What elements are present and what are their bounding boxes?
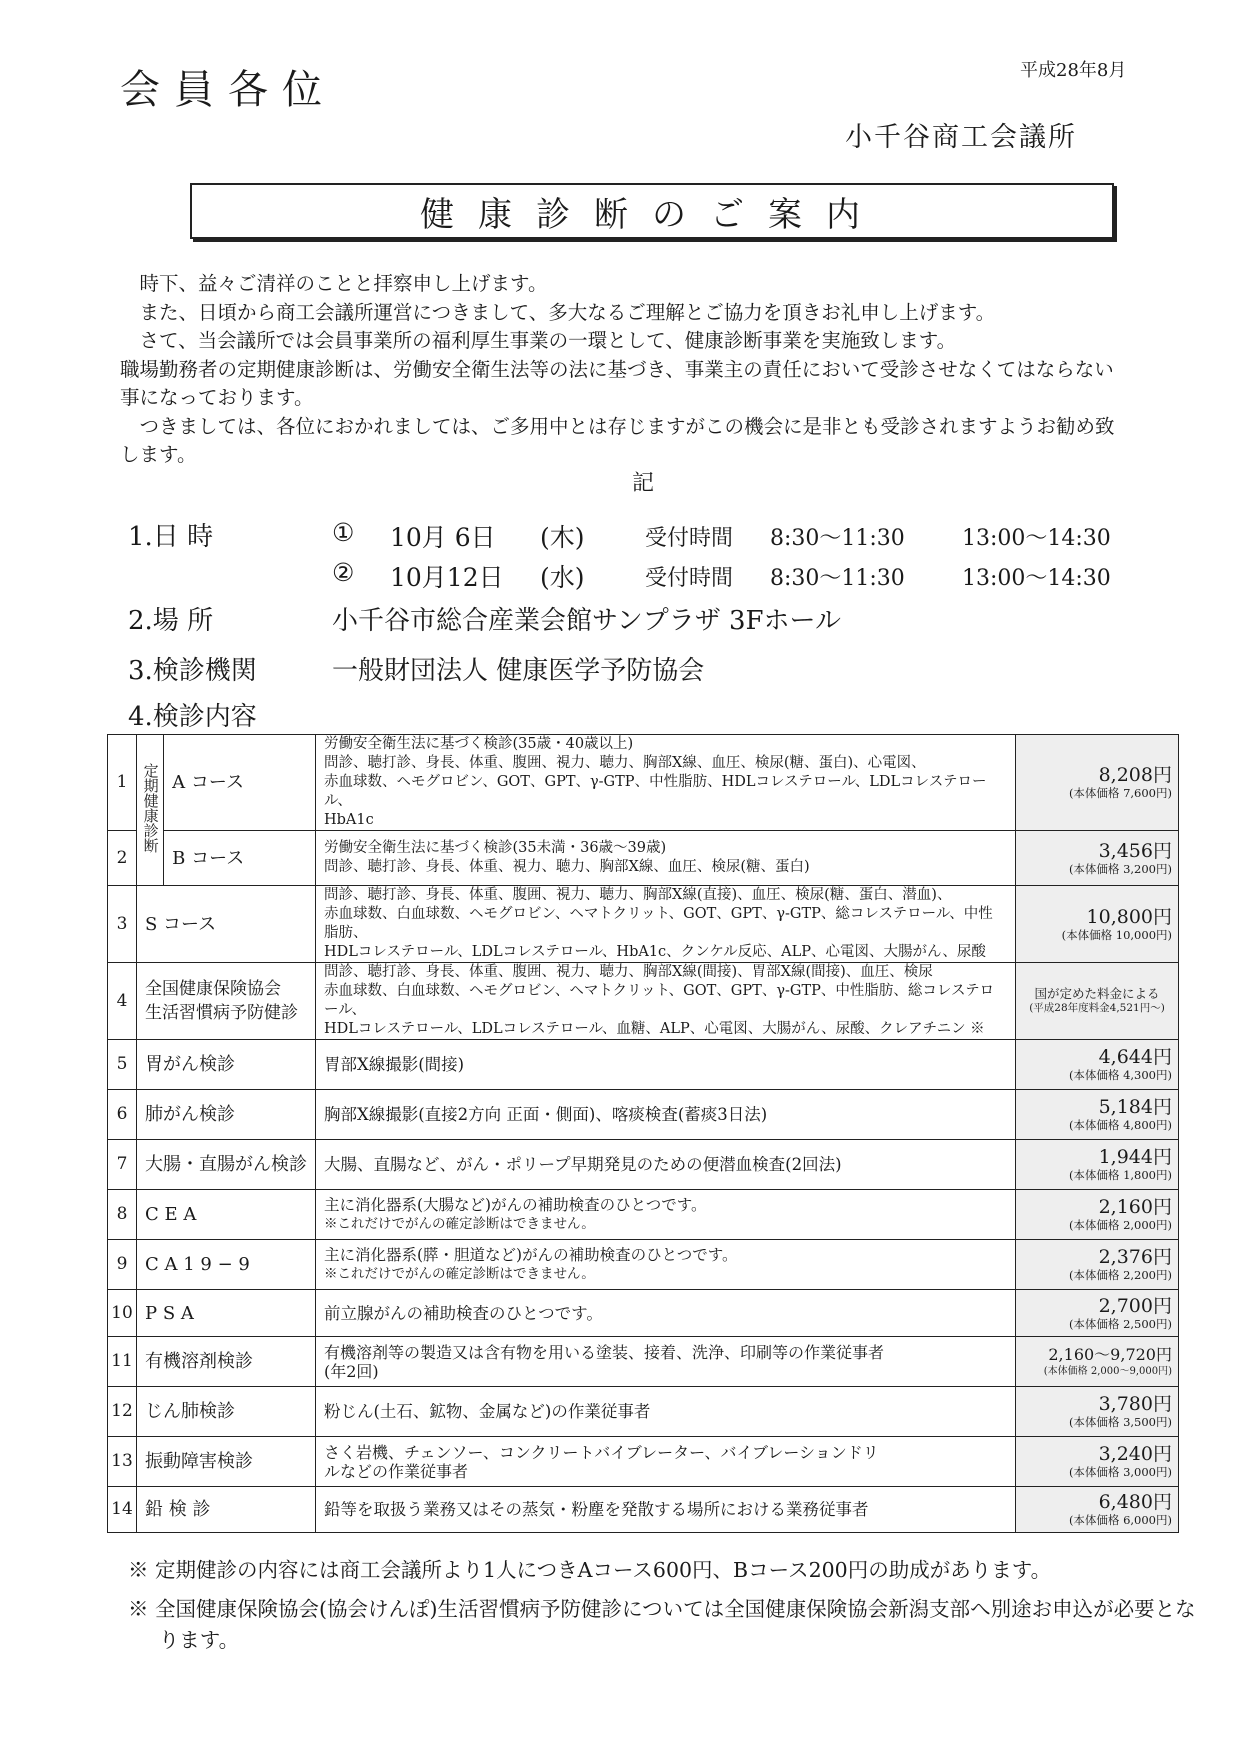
desc-line: 労働安全衛生法に基づく検診(35未満・36歳〜39歳) [324, 840, 667, 856]
price-cell [1016, 963, 1179, 1040]
course-desc [316, 1290, 1016, 1337]
section-org-value: 一般財団法人 健康医学予防協会 [332, 656, 705, 686]
row-number: 2 [108, 831, 137, 886]
course-desc [316, 1190, 1016, 1240]
base-price: (本体価格 2,000円) [1068, 1218, 1172, 1232]
slot-number: ② [332, 558, 355, 587]
price-cell [1016, 1387, 1179, 1437]
course-name: 鉛 検 診 [137, 1487, 316, 1533]
table-row [108, 1487, 1179, 1533]
intro-line: また、日頃から商工会議所運営につきまして、多大なるご理解とご協力を頂きお礼申し上げます。 [139, 300, 996, 324]
price-cell [1016, 886, 1179, 963]
title-box [190, 183, 1114, 239]
base-price: (本体価格 4,800円) [1068, 1118, 1172, 1132]
price: 3,456円 [1098, 839, 1172, 862]
base-price: (平成28年度料金4,521円〜) [1029, 1002, 1165, 1014]
page-title: 健康診断のご案内 [420, 194, 884, 235]
ki-mark: 記 [632, 471, 655, 496]
table-row [108, 735, 1179, 831]
row-number: 3 [108, 886, 137, 963]
row-number: 12 [108, 1387, 137, 1437]
table-row [108, 1437, 1179, 1487]
price: 2,160円 [1098, 1196, 1172, 1218]
slot-weekday: (木) [540, 523, 585, 552]
desc-line: 問診、聴打診、身長、体重、腹囲、視力、聴力、胸部X線(直接)、血圧、検尿(糖、蛋白、潜血)、 [324, 887, 952, 903]
price-cell [1016, 735, 1179, 831]
course-desc [316, 1040, 1016, 1090]
table-row [108, 1190, 1179, 1240]
base-price: (本体価格 7,600円) [1068, 786, 1172, 800]
section-date-label: 1.日 時 [128, 522, 214, 552]
row-number: 1 [108, 735, 137, 831]
intro-line: さて、当会議所では会員事業所の福利厚生事業の一環として、健康診断事業を実施致します。 [139, 329, 957, 352]
intro-line: つきましては、各位におかれましては、ご多用中とは存じますがこの機会に是非とも受診されますようお勧め致します。 [120, 414, 1115, 466]
table-row [108, 831, 1179, 886]
course-desc [316, 1437, 1016, 1487]
slot-date: 10月12日 [390, 563, 504, 592]
group-label-text: 定期健康診断 [141, 763, 160, 853]
course-name: C E A [137, 1190, 316, 1240]
base-price: (本体価格 1,800円) [1068, 1168, 1172, 1182]
desc-line: 問診、聴打診、身長、体重、視力、聴力、胸部X線、血圧、検尿(糖、蛋白) [324, 859, 810, 875]
course-desc [316, 735, 1016, 831]
table-row [108, 1240, 1179, 1290]
row-number: 7 [108, 1140, 137, 1190]
section-place-value: 小千谷市総合産業会館サンプラザ 3Fホール [332, 606, 842, 636]
price: 10,800円 [1086, 905, 1172, 928]
price-cell [1016, 1090, 1179, 1140]
desc-line: ルなどの作業従事者 [324, 1461, 469, 1481]
course-desc [316, 831, 1016, 886]
price-cell [1016, 831, 1179, 886]
course-name: 肺がん検診 [137, 1090, 316, 1140]
schedule-slot-1 [0, 518, 1240, 552]
price-cell [1016, 1190, 1179, 1240]
note-subsidy: ※ 定期健診の内容には商工会議所より1人につきAコース600円、Bコース200円の助成があります。 [128, 1558, 1052, 1582]
course-name: 有機溶剤検診 [137, 1337, 316, 1387]
price-cell [1016, 1140, 1179, 1190]
course-desc [316, 886, 1016, 963]
course-desc [316, 1240, 1016, 1290]
section-place-label: 2.場 所 [128, 606, 214, 636]
exam-table [107, 734, 1179, 1533]
table-row [108, 1337, 1179, 1387]
price: 2,700円 [1098, 1294, 1172, 1317]
desc-line: 問診、聴打診、身長、体重、腹囲、視力、聴力、胸部X線、血圧、検尿(糖、蛋白)、心電図、 [324, 755, 926, 771]
row-number: 14 [108, 1487, 137, 1533]
table-row [108, 886, 1179, 963]
row-number: 8 [108, 1190, 137, 1240]
desc-line: 鉛等を取扱う業務又はその蒸気・粉塵を発散する場所における業務従事者 [324, 1500, 869, 1519]
base-price: (本体価格 4,300円) [1068, 1068, 1172, 1082]
row-number: 11 [108, 1337, 137, 1387]
slot-pm: 13:00〜14:30 [962, 526, 1111, 551]
sender: 小千谷商工会議所 [845, 122, 1077, 153]
course-desc [316, 963, 1016, 1040]
price: 2,160〜9,720円 [1048, 1345, 1172, 1364]
issue-date: 平成28年8月 [1020, 60, 1127, 81]
desc-line: さく岩機、チェンソー、コンクリートバイブレーター、バイブレーションドリ [324, 1442, 879, 1462]
slot-date: 10月 6日 [390, 523, 496, 552]
course-name: 全国健康保険協会 生活習慣病予防健診 [137, 963, 316, 1040]
row-number: 9 [108, 1240, 137, 1290]
table-row [108, 1387, 1179, 1437]
table-row [108, 1290, 1179, 1337]
course-name: B コース [164, 831, 316, 886]
group-label [137, 735, 164, 886]
desc-line: 赤血球数、白血球数、ヘモグロビン、ヘマトクリット、GOT、GPT、γ-GTP、総コレステロール、中性脂肪、 [324, 906, 993, 941]
base-price: (本体価格 2,500円) [1068, 1316, 1172, 1331]
price-cell [1016, 1240, 1179, 1290]
base-price: (本体価格 10,000円) [1061, 927, 1172, 942]
table-row [108, 963, 1179, 1040]
desc-line: 胸部X線撮影(直接2方向 正面・側面)、喀痰検査(蓄痰3日法) [324, 1105, 768, 1124]
base-price: (本体価格 3,000円) [1068, 1465, 1172, 1479]
price: 4,644円 [1098, 1046, 1172, 1068]
intro-line: 職場勤務者の定期健康診断は、労働安全衛生法等の法に基づき、事業主の責任において受診させなくてはならない事になっております。 [120, 357, 1114, 409]
course-name: C A 1 9 − 9 [137, 1240, 316, 1290]
price: 2,376円 [1098, 1246, 1172, 1268]
price: 国が定めた料金による [1034, 986, 1160, 1001]
price-cell [1016, 1290, 1179, 1337]
course-name: P S A [137, 1290, 316, 1337]
desc-line: HDLコレステロール、LDLコレステロール、HbA1c、クンケル反応、ALP、心電図、大腸がん、尿酸 [324, 944, 986, 960]
desc-line: ※これだけでがんの確定診断はできません。 [324, 1215, 595, 1232]
price-cell [1016, 1040, 1179, 1090]
price-cell [1016, 1337, 1179, 1387]
schedule-slot-2 [0, 558, 1240, 592]
desc-line: 前立腺がんの補助検査のひとつです。 [324, 1303, 603, 1323]
desc-line: 赤血球数、白血球数、ヘモグロビン、ヘマトクリット、GOT、GPT、γ-GTP、中性脂肪、総コレステロール、 [324, 983, 995, 1018]
course-name: 大腸・直腸がん検診 [137, 1140, 316, 1190]
base-price: (本体価格 3,500円) [1068, 1415, 1172, 1429]
desc-line: 問診、聴打診、身長、体重、腹囲、視力、聴力、胸部X線(間接)、胃部X線(間接)、血圧、検尿 [324, 964, 933, 980]
price: 1,944円 [1098, 1146, 1172, 1168]
course-desc [316, 1487, 1016, 1533]
course-desc [316, 1337, 1016, 1387]
row-number: 4 [108, 963, 137, 1040]
table-row [108, 1140, 1179, 1190]
desc-line: 労働安全衛生法に基づく検診(35歳・40歳以上) [324, 736, 634, 752]
desc-line: 粉じん(土石、鉱物、金属など)の作業従事者 [324, 1402, 651, 1421]
row-number: 10 [108, 1290, 137, 1337]
course-name: じん肺検診 [137, 1387, 316, 1437]
base-price: (本体価格 3,200円) [1068, 861, 1172, 876]
row-number: 5 [108, 1040, 137, 1090]
price: 3,240円 [1098, 1443, 1172, 1465]
price: 8,208円 [1098, 764, 1172, 786]
table-row [108, 1090, 1179, 1140]
course-desc [316, 1140, 1016, 1190]
price: 3,780円 [1098, 1393, 1172, 1415]
slot-pm: 13:00〜14:30 [962, 566, 1111, 591]
price-cell [1016, 1437, 1179, 1487]
course-name: A コース [164, 735, 316, 831]
desc-line: 主に消化器系(大腸など)がんの補助検査のひとつです。 [324, 1195, 707, 1214]
desc-line: HbA1c [324, 812, 374, 828]
base-price: (本体価格 2,000〜9,000円) [1043, 1366, 1172, 1377]
course-name: 胃がん検診 [137, 1040, 316, 1090]
intro-line: 時下、益々ご清祥のことと拝察申し上げます。 [139, 272, 548, 295]
course-name: S コース [137, 886, 316, 963]
desc-line: 主に消化器系(膵・胆道など)がんの補助検査のひとつです。 [324, 1245, 738, 1264]
row-number: 13 [108, 1437, 137, 1487]
desc-line: 大腸、直腸など、がん・ポリープ早期発見のための便潜血検査(2回法) [324, 1155, 842, 1174]
desc-line: HDLコレステロール、LDLコレステロール、血糖、ALP、心電図、大腸がん、尿酸、クレアチニン ※ [324, 1021, 985, 1037]
slot-label: 受付時間 [645, 566, 734, 591]
slot-label: 受付時間 [645, 526, 734, 551]
desc-line: 赤血球数、ヘモグロビン、GOT、GPT、γ-GTP、中性脂肪、HDLコレステロール、LDLコレステロール、 [324, 774, 987, 809]
note-kyokai: ※ 全国健康保険協会(協会けんぽ)生活習慣病予防健診については全国健康保険協会新潟支部へ別途お申込が必要となります。 [128, 1597, 1196, 1652]
desc-line: 胃部X線撮影(間接) [324, 1055, 465, 1074]
desc-line: 有機溶剤等の製造又は含有物を用いる塗装、接着、洗浄、印刷等の作業従事者 [324, 1342, 885, 1362]
price-cell [1016, 1487, 1179, 1533]
course-desc [316, 1090, 1016, 1140]
intro-text [120, 270, 1130, 470]
table-row [108, 1040, 1179, 1090]
slot-number: ① [332, 518, 355, 547]
slot-am: 8:30〜11:30 [770, 566, 905, 591]
section-content-label: 4.検診内容 [128, 702, 257, 732]
course-name: 振動障害検診 [137, 1437, 316, 1487]
price: 5,184円 [1098, 1096, 1172, 1118]
section-org-label: 3.検診機関 [128, 656, 257, 686]
slot-weekday: (水) [540, 563, 585, 592]
desc-line: (年2回) [324, 1361, 379, 1381]
course-desc [316, 1387, 1016, 1437]
base-price: (本体価格 6,000円) [1068, 1513, 1172, 1527]
base-price: (本体価格 2,200円) [1068, 1268, 1172, 1282]
desc-line: ※これだけでがんの確定診断はできません。 [324, 1265, 595, 1282]
slot-am: 8:30〜11:30 [770, 526, 905, 551]
row-number: 6 [108, 1090, 137, 1140]
price: 6,480円 [1098, 1491, 1172, 1513]
recipient: 会員各位 [120, 67, 336, 113]
